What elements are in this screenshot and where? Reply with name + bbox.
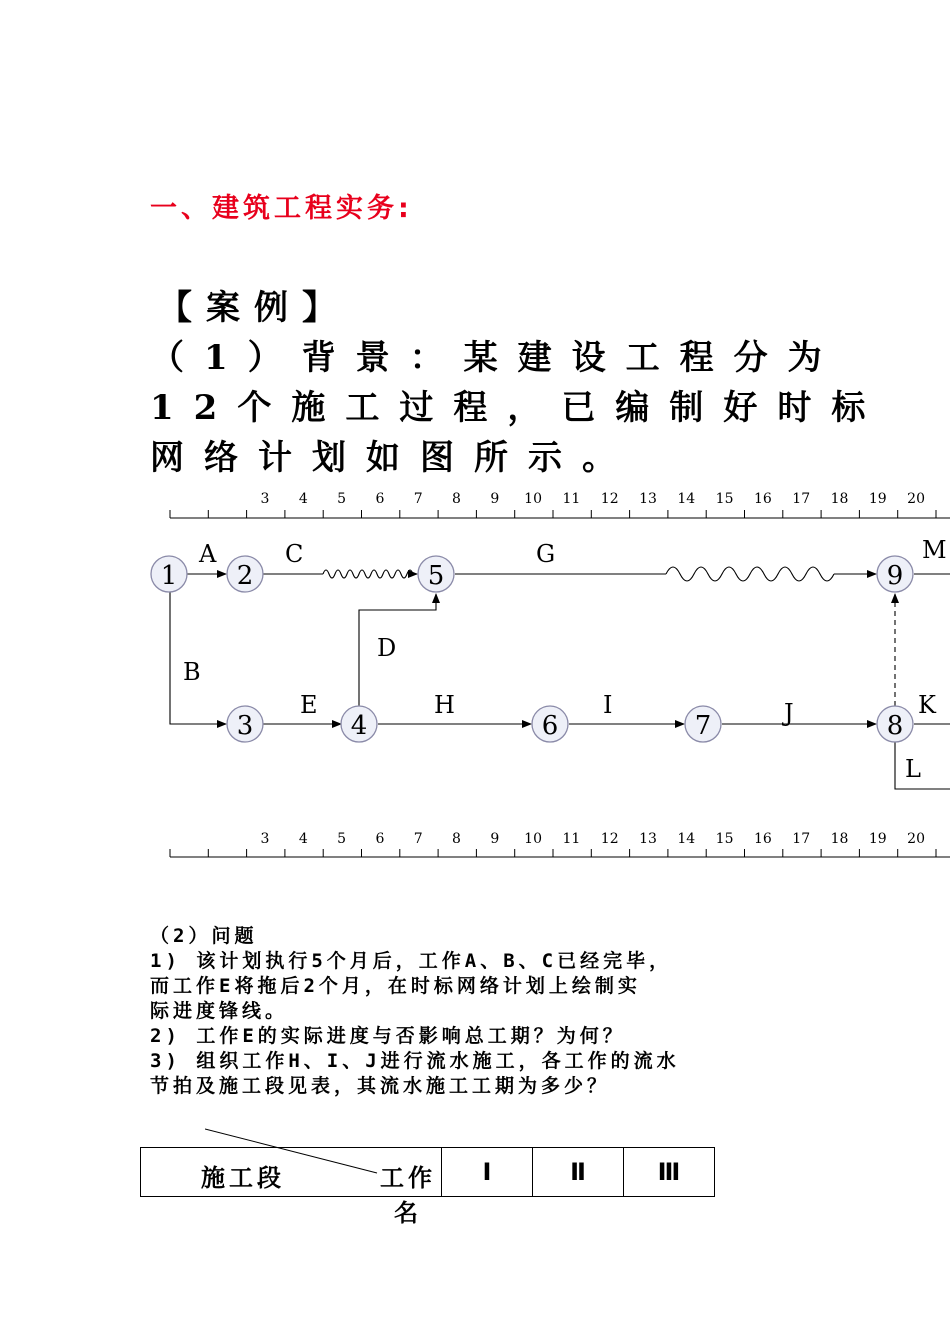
top-scale-label: 20 — [907, 491, 926, 507]
free-float-wave-c — [323, 570, 413, 578]
bottom-scale-label: 17 — [792, 831, 811, 847]
top-scale-label: 17 — [792, 491, 811, 507]
node-6 — [532, 706, 568, 742]
question-1-line-1: 1) 该计划执行5个月后，工作A、B、C已经完毕， — [150, 950, 673, 972]
node-1 — [151, 556, 187, 592]
section-heading: 一、建筑工程实务: — [150, 193, 413, 224]
top-scale-label: 3 — [260, 491, 270, 507]
svg-text:1: 1 — [160, 561, 178, 591]
node-7 — [685, 706, 721, 742]
bottom-time-scale — [170, 831, 950, 857]
case-title: 【案例】 — [158, 288, 350, 328]
label-b: B — [183, 658, 201, 686]
question-2: 2) 工作E的实际进度与否影响总工期？为何？ — [150, 1025, 626, 1047]
label-m: M — [922, 536, 947, 564]
bottom-scale-label: 6 — [375, 831, 385, 847]
node-3 — [227, 706, 263, 742]
time-scaled-network-diagram — [0, 478, 950, 868]
bottom-scale-label: 9 — [490, 831, 500, 847]
bottom-scale-label: 12 — [600, 831, 619, 847]
top-scale-label: 7 — [413, 491, 423, 507]
label-e: E — [300, 691, 318, 719]
top-scale-label: 18 — [830, 491, 849, 507]
svg-text:2: 2 — [236, 561, 254, 591]
corner-label-segment: 施工段 — [201, 1164, 285, 1192]
question-1-line-3: 际进度锋线。 — [150, 1000, 289, 1022]
label-h: H — [434, 691, 455, 719]
node-5 — [418, 556, 454, 592]
node-4 — [341, 706, 377, 742]
top-scale-label: 8 — [452, 491, 461, 507]
arrow-l — [895, 742, 950, 789]
svg-text:8: 8 — [886, 711, 904, 741]
background-line-2: 12个施工过程，已编制好时标 — [150, 388, 886, 428]
question-1-line-2: 而工作E将拖后2个月，在时标网络计划上绘制实 — [150, 975, 641, 997]
bottom-scale-label: 5 — [337, 831, 347, 847]
bottom-scale-label: 16 — [753, 831, 772, 847]
top-scale-label: 12 — [600, 491, 619, 507]
label-d: D — [377, 634, 397, 662]
bottom-scale-label: 7 — [413, 831, 423, 847]
background-line-1: （1）背景：某建设工程分为 — [150, 338, 842, 378]
table-header-row — [141, 1148, 715, 1197]
table-header-segment-1: Ⅰ — [442, 1148, 533, 1197]
table-header-segment-2: Ⅱ — [533, 1148, 624, 1197]
label-k: K — [918, 691, 936, 719]
svg-text:6: 6 — [541, 711, 559, 741]
activity-labels — [183, 536, 947, 783]
top-scale-label: 14 — [677, 491, 696, 507]
label-c: C — [285, 540, 304, 568]
bottom-scale-label: 8 — [452, 831, 461, 847]
corner-label-work: 工作名 — [380, 1164, 436, 1227]
top-scale-label: 19 — [868, 491, 887, 507]
svg-text:5: 5 — [427, 561, 445, 591]
svg-text:3: 3 — [236, 711, 254, 741]
bottom-scale-label: 19 — [868, 831, 887, 847]
question-3-line-1: 3) 组织工作H、I、J进行流水施工，各工作的流水 — [150, 1050, 680, 1072]
questions-block — [150, 924, 870, 1099]
bottom-scale-label: 10 — [524, 831, 543, 847]
table-corner-cell — [141, 1148, 442, 1227]
node-2 — [227, 556, 263, 592]
bottom-scale-label: 20 — [907, 831, 926, 847]
bottom-scale-label: 15 — [715, 831, 734, 847]
svg-text:9: 9 — [886, 561, 904, 591]
svg-text:7: 7 — [694, 711, 712, 741]
node-9 — [877, 556, 913, 592]
bottom-scale-label: 4 — [298, 831, 308, 847]
question-3-line-2: 节拍及施工段见表，其流水施工工期为多少？ — [150, 1075, 611, 1097]
bottom-scale-label: 11 — [562, 831, 581, 847]
arrow-d — [359, 594, 436, 706]
flow-rhythm-table — [140, 1147, 715, 1227]
bottom-scale-label: 14 — [677, 831, 696, 847]
top-scale-label: 5 — [337, 491, 347, 507]
top-scale-label: 15 — [715, 491, 734, 507]
background-line-3: 网络计划如图所示。 — [150, 438, 636, 478]
free-float-wave-g — [666, 567, 834, 581]
bottom-scale-label: 18 — [830, 831, 849, 847]
label-g: G — [536, 540, 556, 568]
label-a: A — [199, 540, 217, 568]
top-scale-label: 11 — [562, 491, 581, 507]
label-j: J — [784, 699, 794, 727]
nodes — [151, 556, 913, 742]
svg-text:4: 4 — [350, 711, 368, 741]
bottom-scale-label: 13 — [639, 831, 657, 847]
label-i: I — [603, 691, 613, 719]
top-scale-label: 6 — [375, 491, 385, 507]
top-scale-label: 9 — [490, 491, 500, 507]
bottom-scale-label: 3 — [260, 831, 270, 847]
table-header-segment-3: Ⅲ — [624, 1148, 715, 1197]
top-scale-label: 13 — [639, 491, 657, 507]
top-time-scale — [170, 491, 950, 518]
top-scale-label: 16 — [753, 491, 772, 507]
top-scale-label: 4 — [298, 491, 308, 507]
activity-arrows — [170, 567, 950, 789]
node-8 — [877, 706, 913, 742]
questions-title: （2）问题 — [150, 925, 258, 947]
top-scale-label: 10 — [524, 491, 543, 507]
label-l: L — [905, 755, 921, 783]
